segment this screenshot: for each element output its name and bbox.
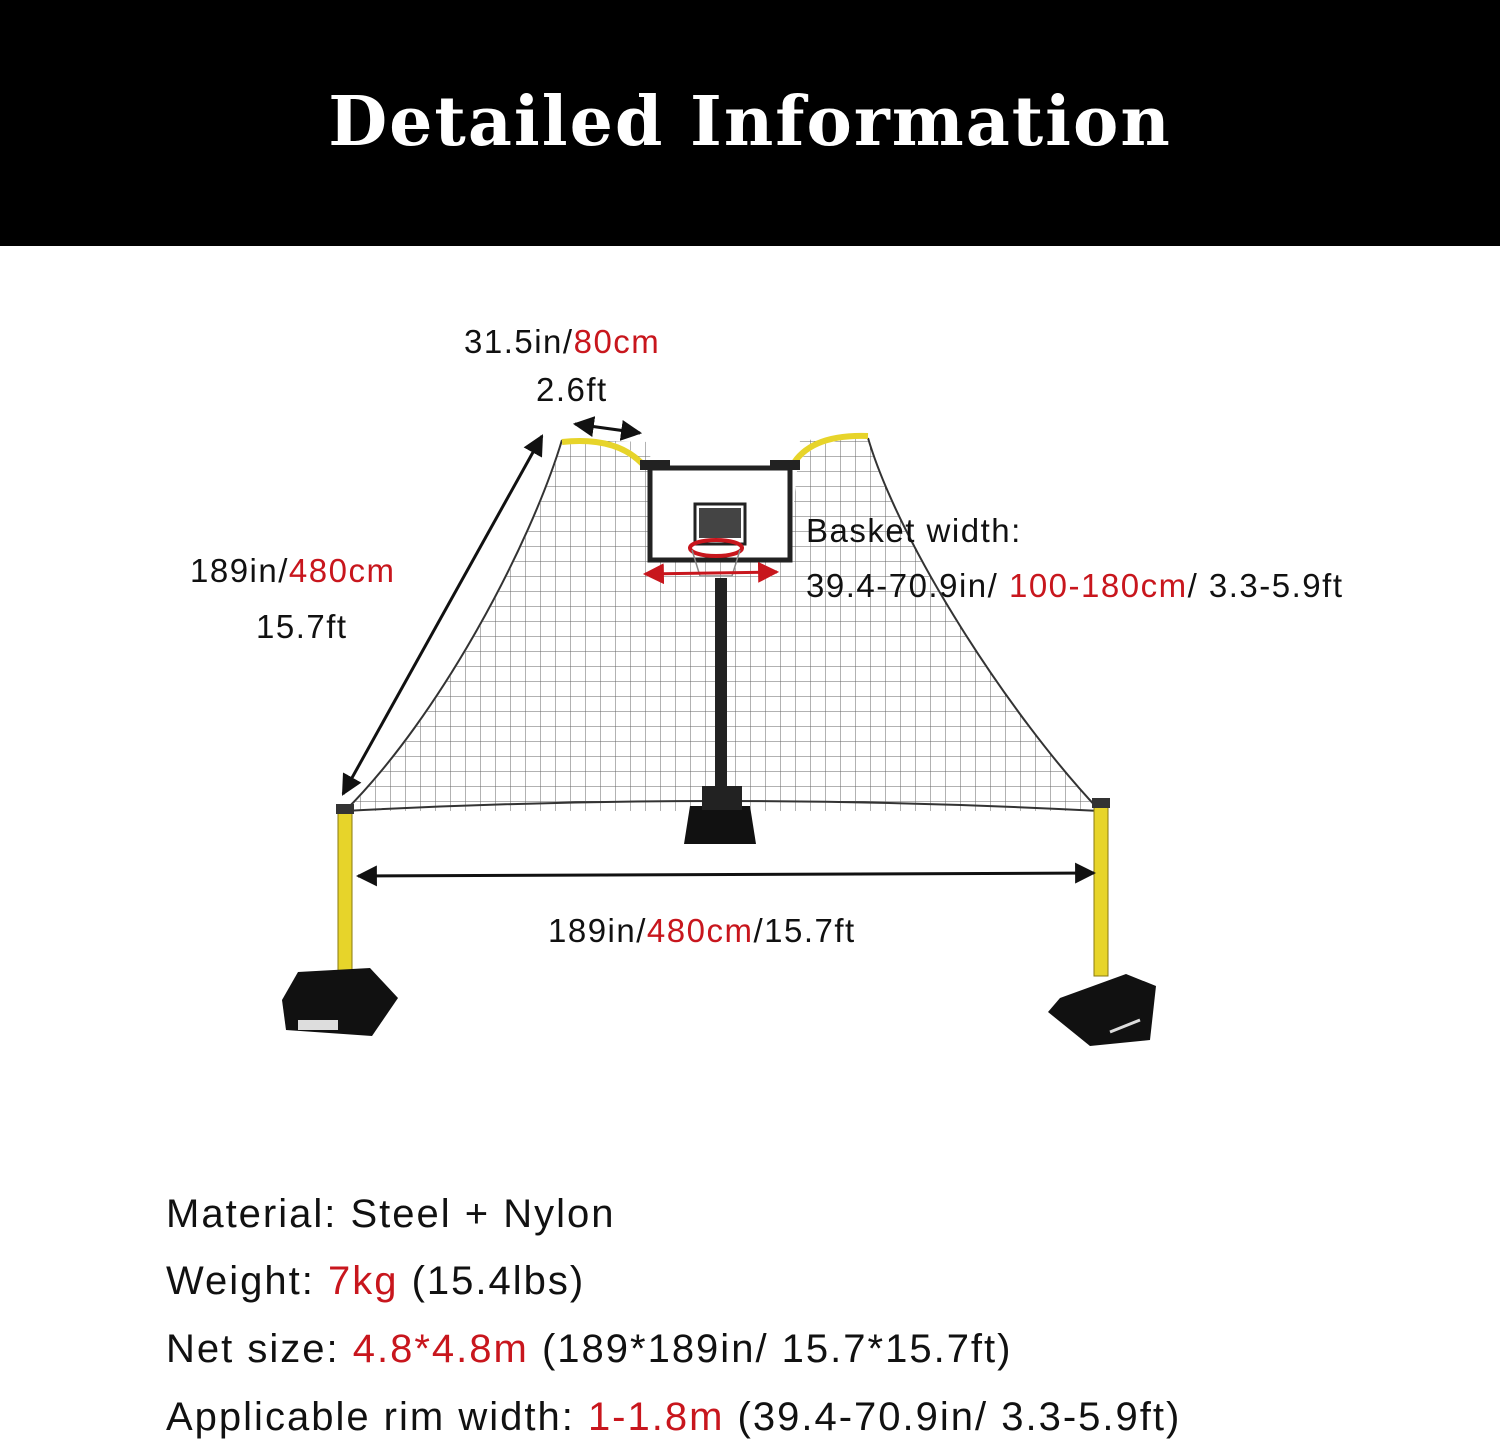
top-width-ft-label: 2.6ft (536, 371, 608, 408)
rebounder-illustration (0, 246, 1500, 1146)
spec-material: Material: Steel + Nylon (166, 1192, 616, 1236)
basket-width-values: 39.4-70.9in/ 100-180cm/ 3.3-5.9ft (806, 567, 1344, 604)
product-diagram (0, 246, 1500, 1146)
spec-rim-width: Applicable rim width: 1-1.8m (39.4-70.9in/ 3.3-5.9ft) (166, 1395, 1182, 1439)
spec-net-size: Net size: 4.8*4.8m (189*189in/ 15.7*15.7ft) (166, 1327, 1013, 1371)
sandbags (282, 968, 1156, 1046)
page-title: Detailed Information (328, 82, 1172, 162)
backboard (650, 468, 790, 576)
spec-weight: Weight: 7kg (15.4lbs) (166, 1259, 586, 1303)
side-height-label: 189in/480cm (190, 552, 396, 589)
side-height-ft-label: 15.7ft (256, 608, 348, 645)
header-banner (0, 0, 1500, 246)
top-width-label: 31.5in/80cm (464, 323, 661, 360)
bottom-width-label: 189in/480cm/15.7ft (548, 912, 856, 949)
basket-width-label: Basket width: (806, 512, 1022, 549)
